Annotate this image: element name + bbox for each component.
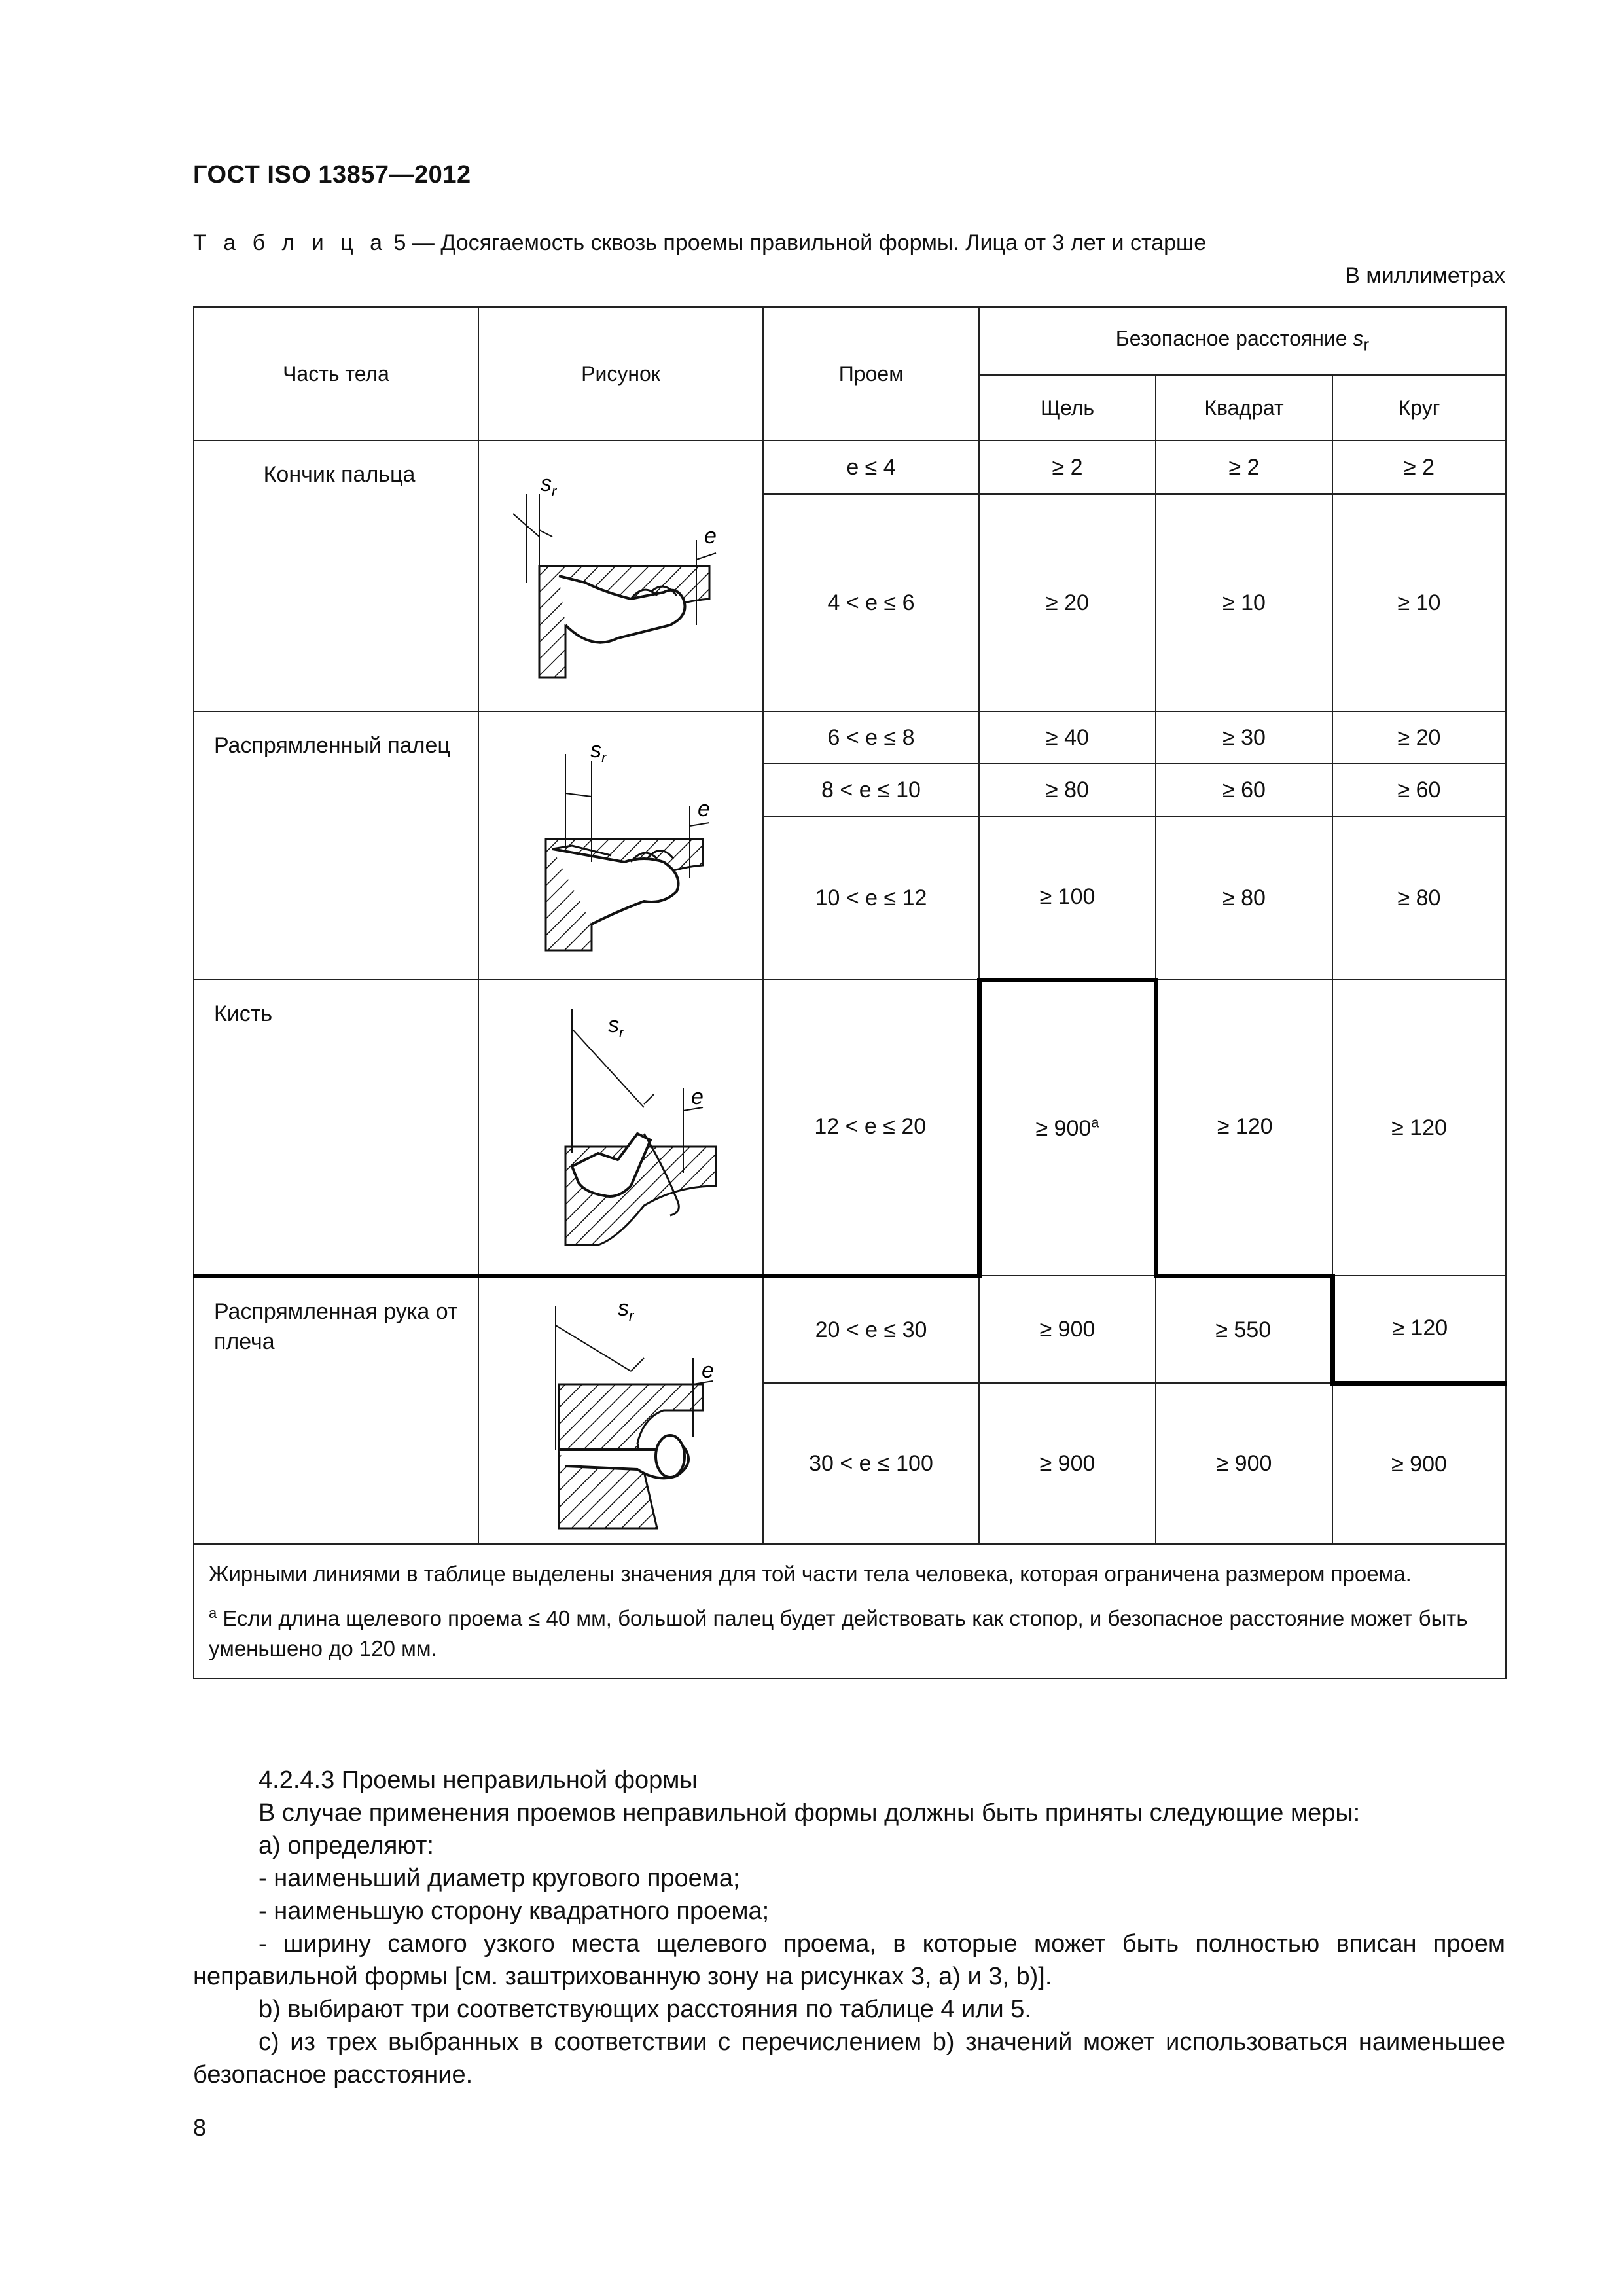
footnote-mark: a bbox=[209, 1605, 217, 1621]
fig2-sr-label: $s_r$ bbox=[590, 738, 606, 766]
item-a: а) определяют: bbox=[259, 1832, 434, 1859]
hand-illustration bbox=[513, 990, 729, 1265]
caption-number: 5 bbox=[393, 230, 406, 255]
opening-cell: 30 < e ≤ 100 bbox=[763, 1383, 979, 1544]
fig2-e-label: e bbox=[697, 797, 710, 821]
table-caption bbox=[193, 230, 1206, 256]
body-part-fingertip: Кончик пальца bbox=[194, 440, 478, 711]
reach-table bbox=[193, 306, 1507, 1679]
circle-cell: ≥ 120 bbox=[1332, 1276, 1506, 1383]
header-circle: Круг bbox=[1332, 375, 1506, 440]
body-part-hand: Кисть bbox=[194, 980, 478, 1276]
opening-cell: 4 < e ≤ 6 bbox=[763, 494, 979, 711]
circle-cell: ≥ 20 bbox=[1332, 711, 1506, 764]
figure-fingertip bbox=[478, 440, 763, 711]
square-cell: ≥ 2 bbox=[1156, 440, 1332, 494]
fig3-e-label: e bbox=[690, 1084, 704, 1109]
fig1-e-label: e bbox=[704, 524, 717, 548]
bullet-2: - наименьшую сторону квадратного проема; bbox=[259, 1897, 770, 1925]
opening-cell: e ≤ 4 bbox=[763, 440, 979, 494]
body-part-arm: Распрямленная рука от плеча bbox=[194, 1276, 478, 1544]
header-safe-distance bbox=[979, 307, 1506, 375]
slot-cell: ≥ 900 bbox=[979, 1383, 1156, 1544]
square-cell: ≥ 30 bbox=[1156, 711, 1332, 764]
fig3-sr-label: $s_r$ bbox=[607, 1012, 624, 1041]
figure-hand bbox=[478, 980, 763, 1276]
header-opening: Проем bbox=[763, 307, 979, 440]
item-b: b) выбирают три соответствующих расстояния по таблице 4 или 5. bbox=[259, 1996, 1031, 2023]
square-cell: ≥ 550 bbox=[1156, 1276, 1332, 1383]
header-safe-distance-label: Безопасное расстояние bbox=[1115, 327, 1347, 351]
item-c: с) из трех выбранных в соответствии с перечислением b) значений может использоваться наименьшее безопасное расстояние. bbox=[193, 2028, 1505, 2089]
header-safe-distance-symbol: s bbox=[1353, 327, 1364, 351]
square-cell: ≥ 80 bbox=[1156, 816, 1332, 980]
circle-cell: ≥ 900 bbox=[1332, 1383, 1506, 1544]
footnote-a bbox=[209, 1604, 1491, 1664]
document-header: ГОСТ ISO 13857—2012 bbox=[193, 161, 471, 188]
table-units: В миллиметрах bbox=[1345, 263, 1505, 288]
page-number: 8 bbox=[193, 2114, 207, 2141]
fig4-sr-label: $s_r$ bbox=[617, 1296, 633, 1325]
circle-cell: ≥ 2 bbox=[1332, 440, 1506, 494]
slot-cell: ≥ 40 bbox=[979, 711, 1156, 764]
figure-arm bbox=[478, 1276, 763, 1544]
header-figure: Рисунок bbox=[478, 307, 763, 440]
square-cell: ≥ 120 bbox=[1156, 980, 1332, 1276]
opening-cell: 12 < e ≤ 20 bbox=[763, 980, 979, 1276]
body-part-straight-finger: Распрямленный палец bbox=[194, 711, 478, 980]
square-cell: ≥ 900 bbox=[1156, 1383, 1332, 1544]
slot-value: ≥ 900 bbox=[1035, 1115, 1092, 1141]
opening-cell: 10 < e ≤ 12 bbox=[763, 816, 979, 980]
slot-cell: ≥ 20 bbox=[979, 494, 1156, 711]
header-square: Квадрат bbox=[1156, 375, 1332, 440]
square-cell: ≥ 60 bbox=[1156, 764, 1332, 816]
slot-footnote-mark: a bbox=[1091, 1114, 1099, 1131]
square-cell: ≥ 10 bbox=[1156, 494, 1332, 711]
bullet-3: - ширину самого узкого места щелевого проема, в которые может быть полностью вписан проем неправильной формы [см. заштрихованную зону на рисунках 3, а) и 3, b)]. bbox=[193, 1930, 1505, 1990]
caption-text: — Досягаемость сквозь проемы правильной формы. Лица от 3 лет и старше bbox=[412, 230, 1207, 255]
circle-cell: ≥ 80 bbox=[1332, 816, 1506, 980]
footnote-text: Если длина щелевого проема ≤ 40 мм, большой палец будет действовать как стопор, и безопасное расстояние может быть уменьшено до 120 мм. bbox=[209, 1606, 1468, 1660]
fig4-e-label: e bbox=[701, 1358, 714, 1384]
slot-cell: ≥ 80 bbox=[979, 764, 1156, 816]
bullet-1: - наименьший диаметр кругового проема; bbox=[259, 1865, 740, 1892]
slot-cell: ≥ 2 bbox=[979, 440, 1156, 494]
opening-cell: 6 < e ≤ 8 bbox=[763, 711, 979, 764]
figure-straight-finger bbox=[478, 711, 763, 980]
arm-illustration bbox=[513, 1286, 729, 1535]
header-safe-distance-sub: r bbox=[1363, 334, 1370, 355]
slot-cell-bold bbox=[979, 980, 1156, 1276]
section-heading: 4.2.4.3 Проемы неправильной формы bbox=[259, 1767, 698, 1794]
slot-cell: ≥ 900 bbox=[979, 1276, 1156, 1383]
circle-cell: ≥ 10 bbox=[1332, 494, 1506, 711]
section-intro: В случае применения проемов неправильной формы должны быть приняты следующие меры: bbox=[259, 1799, 1361, 1827]
header-slot: Щель bbox=[979, 375, 1156, 440]
caption-word: Т а б л и ц а bbox=[193, 230, 388, 255]
fingertip-illustration bbox=[513, 468, 729, 684]
opening-cell: 20 < e ≤ 30 bbox=[763, 1276, 979, 1383]
opening-cell: 8 < e ≤ 10 bbox=[763, 764, 979, 816]
circle-cell: ≥ 60 bbox=[1332, 764, 1506, 816]
header-body-part: Часть тела bbox=[194, 307, 478, 440]
note-bold-lines: Жирными линиями в таблице выделены значения для той части тела человека, которая ограничена размером проема. bbox=[209, 1562, 1412, 1586]
fig1-sr-label: $s_r$ bbox=[540, 471, 556, 499]
circle-cell: ≥ 120 bbox=[1332, 980, 1506, 1276]
straight-finger-illustration bbox=[513, 734, 729, 957]
slot-cell: ≥ 100 bbox=[979, 816, 1156, 980]
table-notes bbox=[194, 1544, 1506, 1679]
